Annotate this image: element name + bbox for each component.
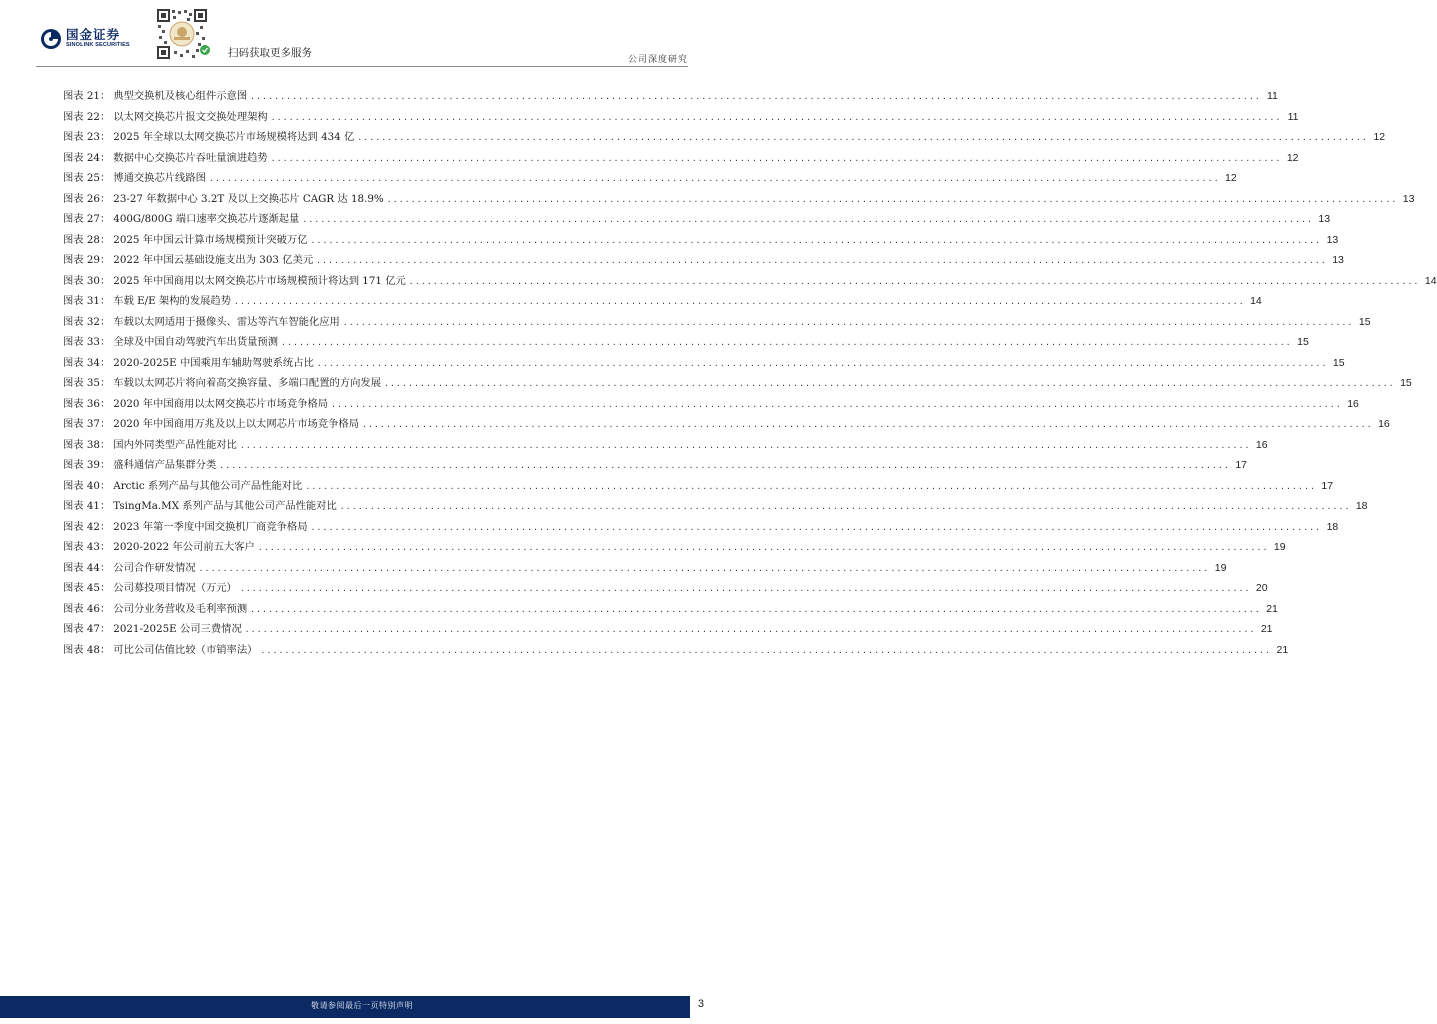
toc-leader-dots <box>260 646 1271 655</box>
toc-leader-dots <box>387 195 1398 204</box>
toc-entry-page: 19 <box>1273 541 1286 553</box>
toc-entry-page: 17 <box>1321 479 1334 492</box>
toc-entry-label: 图表 39： <box>63 459 111 471</box>
toc-entry-label: 图表 34： <box>63 356 111 369</box>
toc-entry[interactable] <box>63 477 1334 498</box>
toc-entry-title: 2020-2025E 中国乘用车辅助驾驶系统占比 <box>113 356 314 369</box>
toc-entry-title: 2022 年中国云基础设施支出为 303 亿美元 <box>113 254 314 266</box>
toc-entry[interactable] <box>63 313 1371 334</box>
toc-entry[interactable] <box>63 190 1415 211</box>
toc-entry-title: 以太网交换芯片报文交换处理架构 <box>113 110 268 123</box>
toc-entry-label: 图表 21： <box>63 90 111 102</box>
toc-entry-title: Arctic 系列产品与其他公司产品性能对比 <box>113 479 303 492</box>
toc-entry-page: 17 <box>1235 459 1248 471</box>
toc-leader-dots <box>311 236 1322 245</box>
company-logo[interactable] <box>40 28 130 50</box>
toc-entry-page: 12 <box>1286 151 1299 164</box>
toc-entry-title: 公司募投项目情况（万元） <box>113 582 237 594</box>
toc-entry[interactable] <box>63 354 1345 375</box>
toc-leader-dots <box>240 441 1251 450</box>
toc-leader-dots <box>209 174 1220 183</box>
toc-entry-page: 16 <box>1378 418 1390 430</box>
toc-leader-dots <box>362 420 1373 429</box>
toc-entry[interactable] <box>63 87 1278 108</box>
toc-entry-page: 18 <box>1355 500 1368 512</box>
toc-entry-label: 图表 27： <box>63 213 111 225</box>
toc-entry-label: 图表 26： <box>63 192 111 205</box>
toc-leader-dots <box>219 461 1230 470</box>
toc-entry[interactable] <box>63 210 1331 231</box>
toc-entry[interactable] <box>63 231 1339 252</box>
toc-entry-page: 15 <box>1332 356 1345 369</box>
toc-entry-title: 国内外同类型产品性能对比 <box>113 438 237 451</box>
toc-entry-page: 19 <box>1214 561 1227 574</box>
toc-entry[interactable] <box>63 436 1268 457</box>
toc-entry-title: 盛科通信产品集群分类 <box>113 459 217 471</box>
toc-leader-dots <box>250 605 1261 614</box>
page-number: 3 <box>697 998 704 1010</box>
toc-entry-label: 图表 47： <box>63 623 111 635</box>
toc-entry-title: 全球及中国自动驾驶汽车出货量预测 <box>113 336 279 348</box>
toc-entry[interactable] <box>63 641 1289 662</box>
toc-entry-title: 2020 年中国商用以太网交换芯片市场竞争格局 <box>113 397 329 410</box>
toc-entry-page: 11 <box>1267 90 1278 102</box>
toc-entry-page: 21 <box>1276 643 1289 656</box>
toc-entry-label: 图表 25： <box>63 172 111 184</box>
toc-entry[interactable] <box>63 292 1262 313</box>
toc-entry-title: 2020 年中国商用万兆及以上以太网芯片市场竞争格局 <box>113 418 359 430</box>
toc-entry-title: 2025 年中国商用以太网交换芯片市场规模预计将达到 171 亿元 <box>113 274 406 287</box>
qr-code-icon[interactable] <box>152 6 212 62</box>
toc-entry[interactable] <box>63 415 1390 436</box>
toc-entry-title: 400G/800G 端口速率交换芯片逐渐起量 <box>113 213 300 225</box>
toc-entry-page: 13 <box>1402 192 1415 205</box>
toc-entry[interactable] <box>63 620 1273 641</box>
toc-entry-page: 13 <box>1332 254 1344 266</box>
toc-entry[interactable] <box>63 600 1278 621</box>
toc-leader-dots <box>258 543 1269 552</box>
toc-entry-title: 数据中心交换芯片吞吐量演进趋势 <box>113 151 268 164</box>
toc-entry-page: 14 <box>1250 295 1262 307</box>
toc-entry[interactable] <box>63 518 1339 539</box>
toc-entry-title: TsingMa.MX 系列产品与其他公司产品性能对比 <box>113 500 337 512</box>
toc-leader-dots <box>357 133 1368 142</box>
footer-disclaimer: 敬请参阅最后一页特别声明 <box>311 1001 413 1010</box>
toc-entry-page: 18 <box>1326 520 1339 533</box>
brand-name-cn: 国金证券 <box>66 26 121 42</box>
toc-entry-page: 14 <box>1424 274 1437 287</box>
toc-entry[interactable] <box>63 538 1286 559</box>
toc-entry-page: 16 <box>1347 397 1359 410</box>
toc-entry-page: 15 <box>1358 315 1371 328</box>
toc-leader-dots <box>317 359 1328 368</box>
figure-index-list <box>63 87 1437 661</box>
toc-leader-dots <box>250 92 1261 101</box>
toc-entry-title: 可比公司估值比较（市销率法） <box>113 643 258 656</box>
toc-entry[interactable] <box>63 374 1412 395</box>
toc-leader-dots <box>343 318 1354 327</box>
toc-entry-label: 图表 43： <box>63 541 111 553</box>
toc-leader-dots <box>245 625 1256 634</box>
toc-entry[interactable] <box>63 579 1268 600</box>
toc-entry-label: 图表 41： <box>63 500 111 512</box>
toc-entry-label: 图表 28： <box>63 233 111 246</box>
toc-entry-label: 图表 23： <box>63 131 111 143</box>
toc-entry-page: 20 <box>1255 582 1268 594</box>
toc-leader-dots <box>305 482 1316 491</box>
toc-entry-label: 图表 31： <box>63 295 111 307</box>
toc-entry-title: 车载以太网适用于摄像头、雷达等汽车智能化应用 <box>113 315 340 328</box>
toc-entry-title: 车载 E/E 架构的发展趋势 <box>113 295 232 307</box>
toc-entry-label: 图表 48： <box>63 643 111 656</box>
toc-entry-label: 图表 32： <box>63 315 111 328</box>
page-header <box>0 0 724 70</box>
toc-entry[interactable] <box>63 333 1309 354</box>
toc-entry-label: 图表 45： <box>63 582 111 594</box>
toc-entry[interactable] <box>63 456 1248 477</box>
toc-entry[interactable] <box>63 108 1299 129</box>
toc-entry-page: 12 <box>1373 131 1386 143</box>
toc-leader-dots <box>234 297 1245 306</box>
toc-entry-title: 23-27 年数据中心 3.2T 及以上交换芯片 CAGR 达 18.9% <box>113 192 384 205</box>
toc-entry[interactable] <box>63 169 1237 190</box>
toc-leader-dots <box>409 277 1420 286</box>
toc-entry-title: 车载以太网芯片将向着高交换容量、多端口配置的方向发展 <box>113 377 381 389</box>
toc-entry[interactable] <box>63 251 1344 272</box>
toc-entry[interactable] <box>63 272 1437 293</box>
toc-leader-dots <box>240 584 1251 593</box>
toc-entry-page: 21 <box>1260 623 1273 635</box>
toc-entry[interactable] <box>63 559 1227 580</box>
brand-name-en: SINOLINK SECURITIES <box>66 42 130 49</box>
toc-entry-label: 图表 24： <box>63 151 111 164</box>
toc-entry-page: 21 <box>1266 602 1278 615</box>
toc-entry-title: 公司合作研发情况 <box>113 561 196 574</box>
toc-entry-title: 2025 年中国云计算市场规模预计突破万亿 <box>113 233 308 246</box>
toc-entry-label: 图表 40： <box>63 479 111 492</box>
toc-entry-title: 典型交换机及核心组件示意图 <box>113 90 248 102</box>
toc-entry-title: 2023 年第一季度中国交换机厂商竞争格局 <box>113 520 308 533</box>
toc-leader-dots <box>281 338 1292 347</box>
toc-leader-dots <box>316 256 1327 265</box>
toc-entry-title: 博通交换芯片线路图 <box>113 172 206 184</box>
toc-entry-page: 12 <box>1225 172 1237 184</box>
toc-entry-page: 16 <box>1255 438 1268 451</box>
toc-leader-dots <box>271 154 1282 163</box>
toc-entry-label: 图表 42： <box>63 520 111 533</box>
toc-entry-page: 15 <box>1297 336 1309 348</box>
toc-entry-title: 2021-2025E 公司三费情况 <box>113 623 242 635</box>
toc-entry[interactable] <box>63 149 1299 170</box>
toc-leader-dots <box>199 564 1210 573</box>
toc-entry-title: 2020-2022 年公司前五大客户 <box>113 541 255 553</box>
toc-entry-label: 图表 36： <box>63 397 111 410</box>
toc-entry-page: 13 <box>1326 233 1339 246</box>
toc-leader-dots <box>311 523 1322 532</box>
toc-entry-page: 11 <box>1287 110 1299 123</box>
toc-entry-label: 图表 44： <box>63 561 111 574</box>
toc-entry[interactable] <box>63 497 1368 518</box>
document-type: 公司深度研究 <box>627 55 688 65</box>
toc-entry[interactable] <box>63 395 1359 416</box>
toc-entry-label: 图表 37： <box>63 418 111 430</box>
toc-entry[interactable] <box>63 128 1386 149</box>
toc-entry-label: 图表 35： <box>63 377 111 389</box>
toc-leader-dots <box>302 215 1313 224</box>
toc-leader-dots <box>331 400 1342 409</box>
toc-entry-label: 图表 46： <box>63 602 111 615</box>
header-divider <box>36 66 688 67</box>
toc-entry-label: 图表 33： <box>63 336 111 348</box>
sinolink-logo-icon <box>40 28 62 50</box>
toc-entry-page: 13 <box>1318 213 1331 225</box>
toc-entry-label: 图表 30： <box>63 274 111 287</box>
toc-entry-label: 图表 29： <box>63 254 111 266</box>
toc-leader-dots <box>340 502 1351 511</box>
qr-caption: 扫码获取更多服务 <box>228 47 312 59</box>
toc-entry-page: 15 <box>1400 377 1412 389</box>
toc-entry-title: 公司分业务营收及毛利率预测 <box>113 602 248 615</box>
toc-leader-dots <box>384 379 1395 388</box>
toc-entry-label: 图表 22： <box>63 110 111 123</box>
toc-entry-title: 2025 年全球以太网交换芯片市场规模将达到 434 亿 <box>113 131 355 143</box>
toc-entry-label: 图表 38： <box>63 438 111 451</box>
toc-leader-dots <box>271 113 1282 122</box>
